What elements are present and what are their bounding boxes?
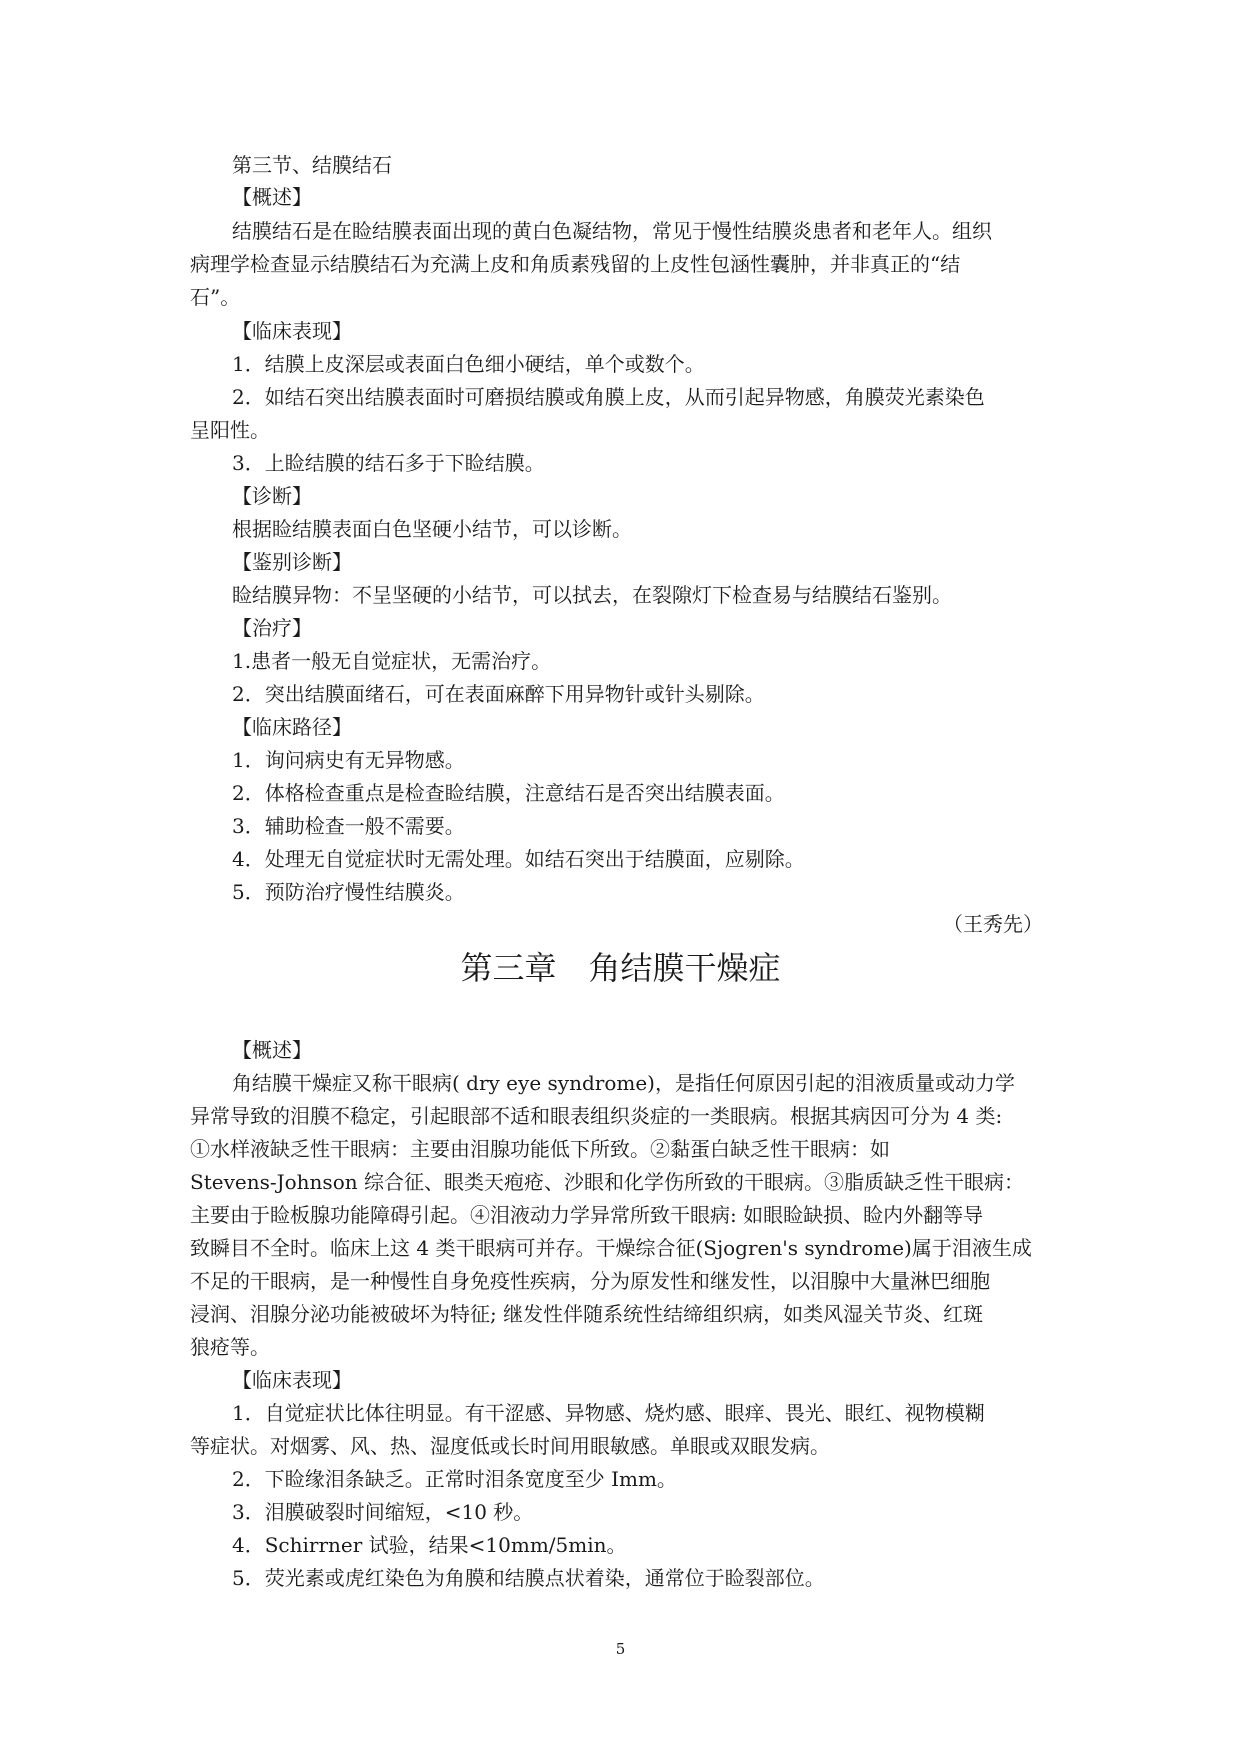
section-label-treatment: 【治疗】 [232,616,312,640]
paragraph-line: 主要由于睑板腺功能障碍引起。④泪液动力学异常所致干眼病: 如眼睑缺损、睑内外翻等导 [190,1203,984,1227]
author-credit: （王秀先） [943,912,1043,936]
list-item: 1.患者一般无自觉症状，无需治疗。 [232,649,552,673]
section-label-clinical: 【临床表现】 [232,1368,352,1392]
list-item-continuation: 等症状。对烟雾、风、热、湿度低或长时间用眼敏感。单眼或双眼发病。 [190,1434,830,1458]
paragraph-line: 石”。 [190,285,241,309]
list-item: 5．荧光素或虎红染色为角膜和结膜点状着染，通常位于睑裂部位。 [232,1566,825,1590]
paragraph-line: 狼疮等。 [190,1335,270,1359]
list-item: 2．突出结膜面绪石，可在表面麻醉下用异物针或针头剔除。 [232,682,765,706]
paragraph-line: 病理学检查显示结膜结石为充满上皮和角质素残留的上皮性包涵性囊肿，并非真正的“结 [190,252,961,276]
paragraph-line: 角结膜干燥症又称干眼病( dry eye syndrome)，是指任何原因引起的泪液质量或动力学 [232,1071,1015,1095]
list-item: 4．Schirrner 试验，结果<10mm/5min。 [232,1533,627,1557]
list-item-continuation: 呈阳性。 [190,418,270,442]
page-number: 5 [615,1640,626,1658]
paragraph-line: 不足的干眼病，是一种慢性自身免疫性疾病，分为原发性和继发性，以泪腺中大量淋巴细胞 [190,1269,990,1293]
list-item: 3．辅助检查一般不需要。 [232,814,465,838]
section-heading: 第三节、结膜结石 [232,153,392,177]
list-item: 2．如结石突出结膜表面时可磨损结膜或角膜上皮，从而引起异物感，角膜荧光素染色 [232,385,985,409]
chapter-title: 第三章 角结膜干燥症 [460,949,781,987]
list-item: 1．结膜上皮深层或表面白色细小硬结，单个或数个。 [232,352,705,376]
paragraph-line: 结膜结石是在睑结膜表面出现的黄白色凝结物，常见于慢性结膜炎患者和老年人。组织 [232,219,992,243]
paragraph-line: 异常导致的泪膜不稳定，引起眼部不适和眼表组织炎症的一类眼病。根据其病因可分为 4 类: [190,1104,1003,1128]
paragraph-line: 浸润、泪腺分泌功能被破坏为特征; 继发性伴随系统性结缔组织病，如类风湿关节炎、红斑 [190,1302,984,1326]
section-label-clinical: 【临床表现】 [232,319,352,343]
list-item: 2．体格检查重点是检查睑结膜，注意结石是否突出结膜表面。 [232,781,785,805]
list-item: 5．预防治疗慢性结膜炎。 [232,880,465,904]
section-label-overview: 【概述】 [232,1038,312,1062]
section-label-differential: 【鉴别诊断】 [232,550,352,574]
paragraph-line: 睑结膜异物：不呈坚硬的小结节，可以拭去，在裂隙灯下检查易与结膜结石鉴别。 [232,583,952,607]
list-item: 1．自觉症状比体往明显。有干涩感、异物感、烧灼感、眼痒、畏光、眼红、视物模糊 [232,1401,985,1425]
section-label-pathway: 【临床路径】 [232,715,352,739]
section-label-overview: 【概述】 [232,185,312,209]
section-label-diagnosis: 【诊断】 [232,484,312,508]
list-item: 3．上睑结膜的结石多于下睑结膜。 [232,451,545,475]
list-item: 2．下睑缘泪条缺乏。正常时泪条宽度至少 Imm。 [232,1467,677,1491]
paragraph-line: Stevens-Johnson 综合征、眼类天疱疮、沙眼和化学伤所致的干眼病。③脂质缺乏性干眼病： [190,1170,1024,1194]
list-item: 3．泪膜破裂时间缩短，<10 秒。 [232,1500,534,1524]
paragraph-line: 致瞬目不全时。临床上这 4 类干眼病可并存。干燥综合征(Sjogren's syndrome)属于泪液生成 [190,1236,1032,1260]
list-item: 4．处理无自觉症状时无需处理。如结石突出于结膜面，应剔除。 [232,847,805,871]
paragraph-line: ①水样液缺乏性干眼病：主要由泪腺功能低下所致。②黏蛋白缺乏性干眼病：如 [190,1137,890,1161]
paragraph-line: 根据睑结膜表面白色坚硬小结节，可以诊断。 [232,517,632,541]
list-item: 1．询问病史有无异物感。 [232,748,465,772]
